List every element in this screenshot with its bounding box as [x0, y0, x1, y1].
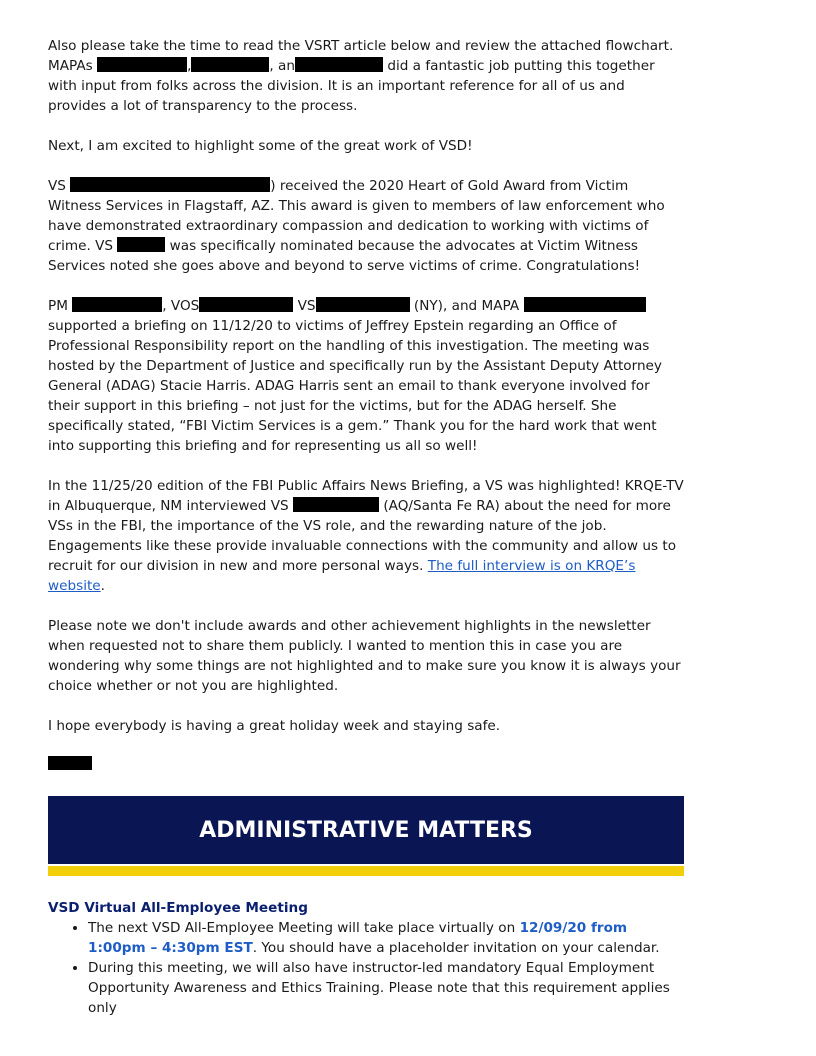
- meeting-heading: VSD Virtual All-Employee Meeting: [48, 900, 308, 916]
- list-item: • During this meeting, we will also have instructor-led mandatory Equal Employment Opportunity Awareness and Ethics Training. Please note that this requirement applies only: [88, 958, 684, 1018]
- meeting-date: 12/09/20 from 1:00pm – 4:30pm EST: [88, 920, 628, 956]
- redaction-box: [295, 57, 383, 72]
- list-item: • The next VSD All-Employee Meeting will take place virtually on 12/09/20 from 1:00pm – 4:30pm EST. You should have a placeholder invitation on your calendar.: [88, 918, 684, 958]
- redaction-box: [191, 57, 269, 72]
- award-paragraph: VS ) received the 2020 Heart of Gold Award from Victim Witness Services in Flagstaff, AZ. This award is given to members of law enforcement who have demonstrated extraordinary compassion and dedication to working with victims of crime. VS was specifically nominated because the advocates at Victim Witness Services noted she goes above and beyond to serve victims of crime. Congratulations!: [48, 178, 665, 274]
- section-banner: [48, 796, 684, 864]
- redaction-box: [97, 57, 187, 72]
- newsletter-page: [48, 36, 684, 1018]
- news-paragraph: In the 11/25/20 edition of the FBI Public Affairs News Briefing, a VS was highlighted! KRQE-TV in Albuquerque, NM interviewed VS (AQ/Santa Fe RA) about the need for more VSs in the FBI, the importance of the VS role, and the rewarding nature of the job. Engagements like these provide invaluable connections with the community and allow us to recruit for our division in new and more personal ways. The full interview is on KRQE’s website.: [48, 478, 684, 594]
- note-paragraph: Please note we don't include awards and other achievement highlights in the newsletter when requested not to share them publicly. I wanted to mention this in case you are wondering why some things are not highlighted and to make sure you know it is always your choice whether or not you are highlighted.: [48, 618, 681, 694]
- redaction-box: [316, 297, 410, 312]
- redaction-box: [70, 177, 270, 192]
- krqe-interview-link[interactable]: The full interview is on KRQE’s website: [48, 558, 636, 594]
- briefing-paragraph: PM , VOS VS (NY), and MAPA supported a briefing on 11/12/20 to victims of Jeffrey Epstein regarding an Office of Professional Responsibility report on the handling of this investigation. The meeting was hosted by the Department of Justice and specifically run by the Assistant Deputy Attorney General (ADAG) Stacie Harris. ADAG Harris sent an email to thank everyone involved for their support in this briefing – not just for the victims, but for the ADAG herself. She specifically stated, “FBI Victim Services is a gem.” Thank you for the hard work that went into supporting this briefing and for representing us all so well!: [48, 298, 662, 454]
- redaction-box: [293, 497, 379, 512]
- intro-paragraph: Also please take the time to read the VSRT article below and review the attached flowchart. MAPAs , , an did a fantastic job putting this together with input from folks across the division. It is an important reference for all of us and provides a lot of transparency to the process.: [48, 38, 674, 114]
- signature-redaction: [48, 756, 92, 770]
- gold-divider: [48, 866, 684, 876]
- redaction-box: [199, 297, 293, 312]
- redaction-box: [524, 297, 646, 312]
- closing-paragraph: I hope everybody is having a great holiday week and staying safe.: [48, 718, 501, 734]
- meeting-list: [48, 918, 684, 1018]
- redaction-box: [72, 297, 162, 312]
- redaction-box: [117, 237, 165, 252]
- section-title: ADMINISTRATIVE MATTERS: [199, 817, 533, 843]
- highlight-intro: Next, I am excited to highlight some of the great work of VSD!: [48, 138, 473, 154]
